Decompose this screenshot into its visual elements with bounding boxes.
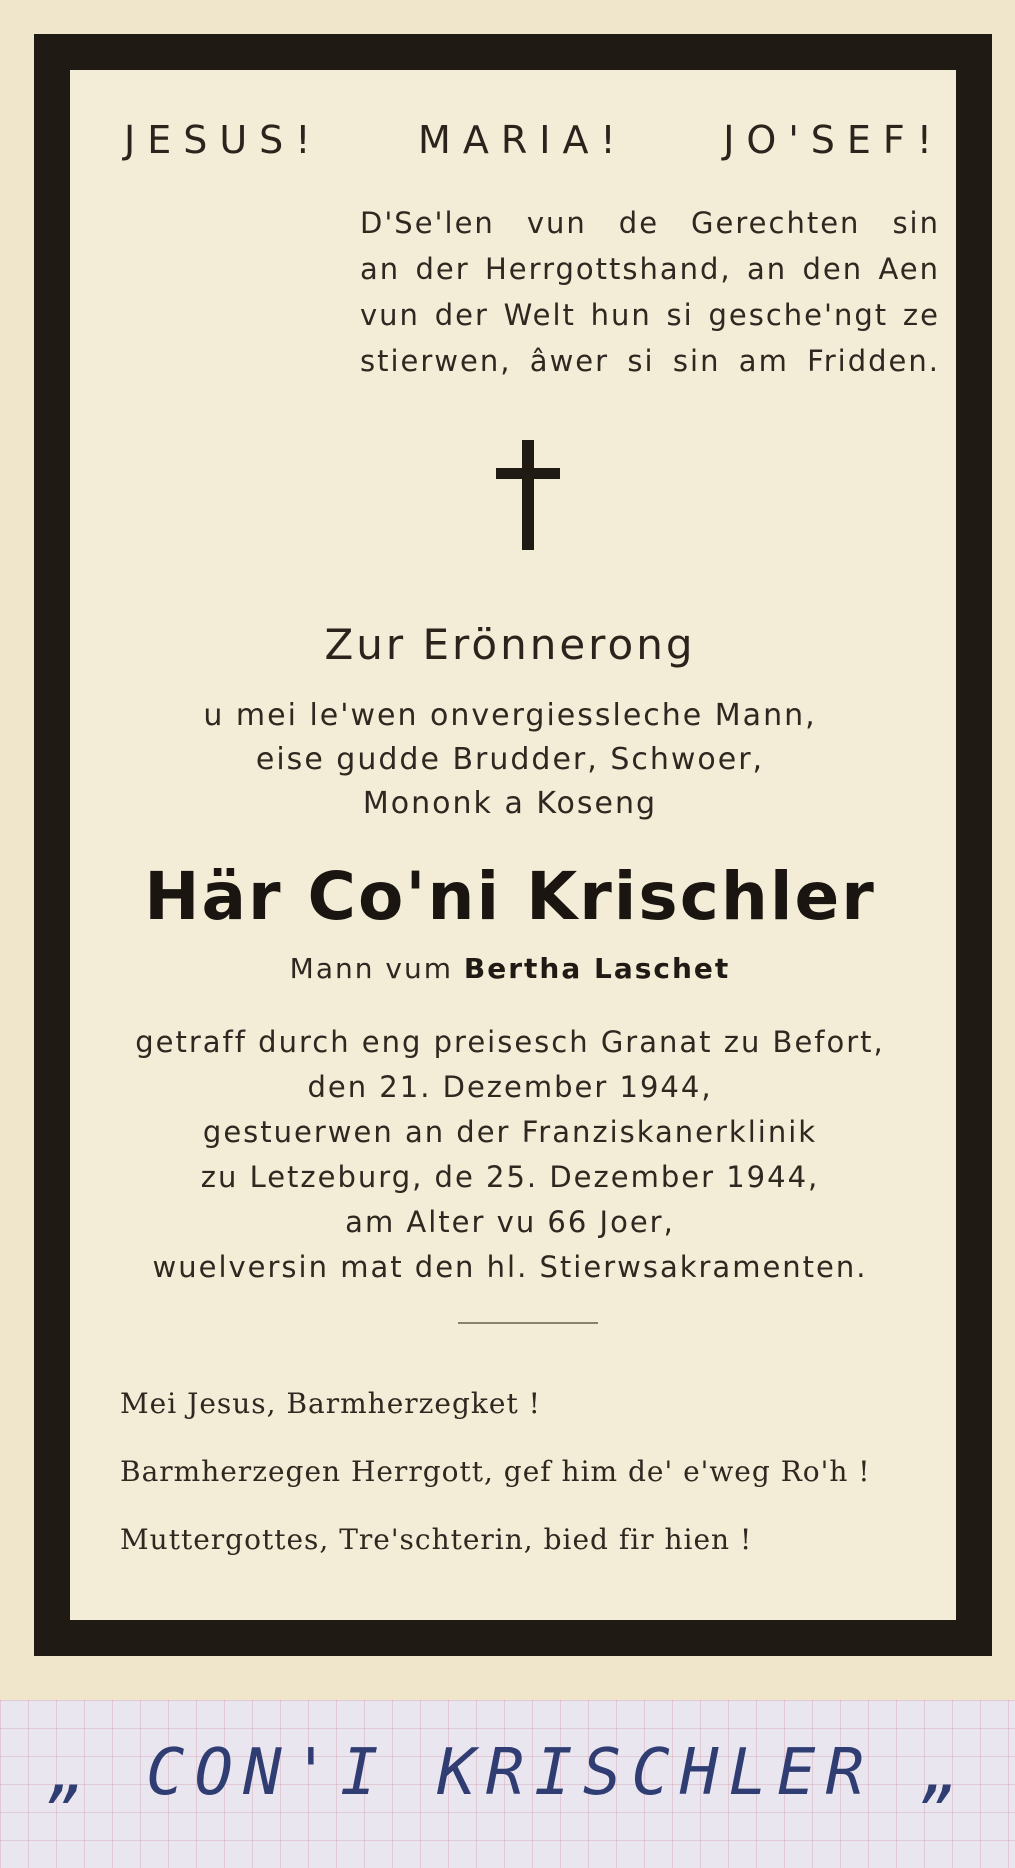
spouse-name: Bertha Laschet [463, 952, 731, 985]
latin-cross-icon [496, 440, 560, 550]
detail-line: wuelversin mat den hl. Stierwsakramenten. [152, 1250, 868, 1284]
relation-text [100, 694, 920, 826]
death-details [100, 1020, 920, 1290]
deceased-name: Här Co'ni Krischler [144, 858, 876, 935]
prayer-line: Barmherzegen Herrgott, gef him de' e'weg Ro'h ! [120, 1455, 871, 1488]
header-invocation [124, 118, 944, 162]
header-word-maria: MARIA! [418, 118, 628, 162]
header-word-josef: JO'SEF! [723, 118, 944, 162]
quote-line: stierwen, âwer si sin am Fridden. [360, 344, 940, 378]
quote-line: vun der Welt hun si gesche'ngt ze [360, 298, 940, 332]
quote-line: an der Herrgottshand, an den Aen [360, 252, 940, 286]
detail-line: getraff durch eng preisesch Granat zu Befort, [135, 1025, 885, 1059]
quote-line: D'Se'len vun de Gerechten sin [360, 206, 940, 240]
handwritten-label: „ CON'I KRISCHLER „ [48, 1736, 972, 1810]
detail-line: am Alter vu 66 Joer, [345, 1205, 675, 1239]
prayer-line: Mei Jesus, Barmherzegket ! [120, 1387, 541, 1420]
detail-line: den 21. Dezember 1944, [307, 1070, 713, 1104]
memorial-title: Zur Erönnerong [324, 620, 696, 669]
relation-line: Mononk a Koseng [362, 786, 658, 821]
spouse-line [100, 952, 920, 985]
header-word-jesus: JESUS! [124, 118, 323, 162]
detail-line: zu Letzeburg, de 25. Dezember 1944, [200, 1160, 820, 1194]
relation-line: u mei le'wen onvergiessleche Mann, [203, 698, 817, 733]
divider-line [458, 1322, 598, 1324]
detail-line: gestuerwen an der Franziskanerklinik [202, 1115, 818, 1149]
scripture-quote [360, 200, 940, 384]
prayer-lines [120, 1370, 950, 1574]
prayer-line: Muttergottes, Tre'schterin, bied fir hien ! [120, 1523, 753, 1556]
spouse-prefix: Mann vum [289, 952, 453, 985]
relation-line: eise gudde Brudder, Schwoer, [255, 742, 765, 777]
